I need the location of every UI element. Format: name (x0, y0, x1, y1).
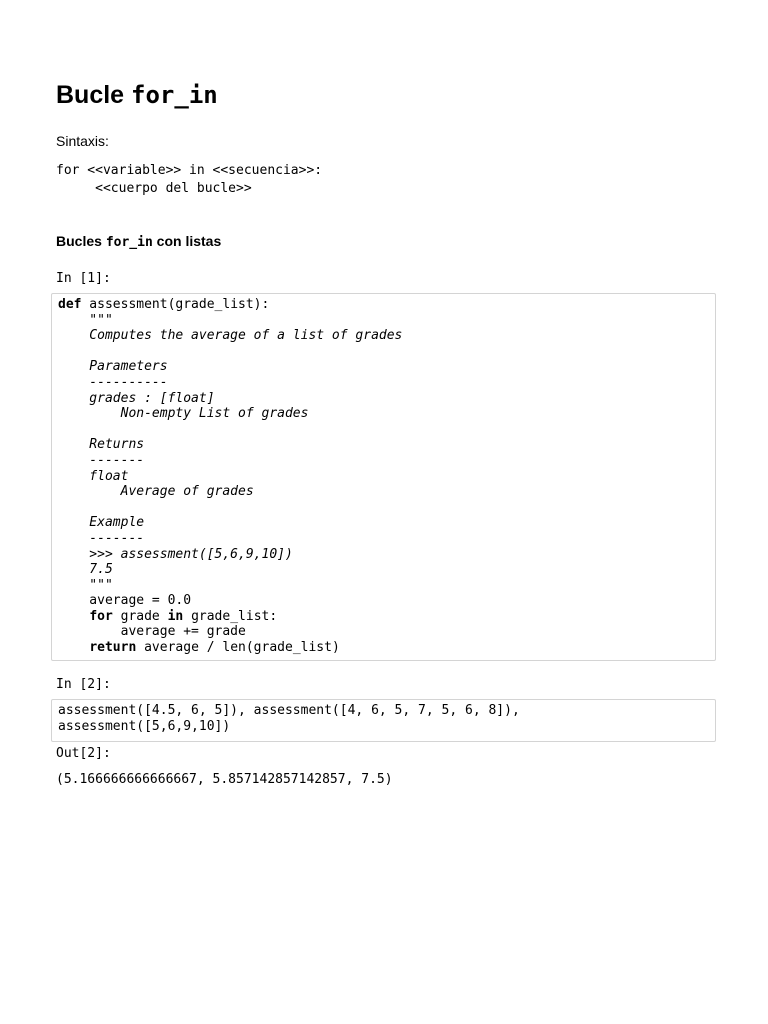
section-heading-code: for_in (105, 235, 153, 250)
code-docstring: """ (58, 577, 113, 593)
code-line (58, 422, 709, 438)
code-docstring: ------- (58, 452, 145, 468)
section-heading-text: Bucles (56, 233, 106, 249)
code-docstring: ---------- (58, 374, 168, 390)
code-line (58, 328, 709, 344)
code-docstring: Computes the average of a list of grades (58, 328, 403, 344)
code-text (58, 609, 89, 624)
code-line (58, 406, 709, 422)
code-keyword: def (58, 297, 82, 312)
code-line (58, 640, 709, 656)
page-title-code: for_in (131, 81, 218, 109)
code-line (58, 703, 709, 719)
code-keyword: for (89, 608, 113, 624)
code-text: grade_list: (183, 608, 278, 624)
input-prompt-2: In [2]: (56, 677, 111, 692)
code-line (58, 359, 709, 375)
code-cell-2[interactable] (51, 699, 716, 742)
code-cell-2-source[interactable] (58, 703, 709, 734)
syntax-block (56, 162, 322, 198)
page-title-text: Bucle (56, 81, 132, 109)
code-docstring: Average of grades (58, 484, 254, 500)
code-docstring: Returns (58, 437, 145, 453)
output-prompt-2: Out[2]: (56, 746, 111, 761)
syntax-line-2: <<cuerpo del bucle>> (56, 181, 252, 196)
code-docstring: ------- (58, 530, 145, 546)
code-line (58, 531, 709, 547)
code-text: grade (112, 608, 168, 624)
section-heading (56, 232, 221, 252)
code-keyword: in (167, 608, 184, 624)
code-text: average += grade (58, 624, 246, 640)
output-value-2: (5.166666666666667, 5.857142857142857, 7.5) (56, 772, 393, 787)
code-cell-1[interactable] (51, 293, 716, 661)
code-line (58, 515, 709, 531)
code-line (58, 297, 709, 313)
code-line (58, 313, 709, 329)
code-docstring: grades : [float] (58, 390, 215, 406)
code-text: assessment([4.5, 6, 5]), assessment([4, 6, 5, 7, 5, 6, 8]), (58, 703, 520, 718)
code-text: average = 0.0 (58, 593, 192, 609)
code-line (58, 593, 709, 609)
code-text: assessment([5,6,9,10]) (58, 718, 231, 734)
code-docstring: Non-empty List of grades (58, 406, 309, 422)
code-docstring: >>> assessment([5,6,9,10]) (58, 546, 293, 562)
code-text: assessment(grade_list): (81, 297, 270, 312)
code-line (58, 437, 709, 453)
code-line (58, 484, 709, 500)
code-line (58, 578, 709, 594)
code-line (58, 453, 709, 469)
code-text: average / len(grade_list) (136, 640, 340, 656)
code-cell-1-source[interactable] (58, 297, 709, 656)
code-keyword: return (89, 640, 137, 656)
code-docstring: Example (58, 515, 145, 531)
input-prompt-1: In [1]: (56, 271, 111, 286)
code-docstring: float (58, 468, 129, 484)
code-text (58, 640, 89, 655)
code-line (58, 562, 709, 578)
code-line (58, 719, 709, 735)
syntax-label: Sintaxis: (56, 133, 109, 149)
code-docstring: Parameters (58, 359, 168, 375)
syntax-line-1: for <<variable>> in <<secuencia>>: (56, 163, 323, 178)
code-line (58, 500, 709, 516)
code-line (58, 547, 709, 563)
code-line (58, 469, 709, 485)
code-line (58, 344, 709, 360)
code-line (58, 375, 709, 391)
code-line (58, 624, 709, 640)
code-line (58, 609, 709, 625)
page-title (56, 78, 218, 112)
code-docstring: 7.5 (58, 562, 113, 578)
section-heading-suffix: con listas (152, 233, 222, 249)
code-docstring: """ (58, 312, 113, 328)
code-line (58, 391, 709, 407)
